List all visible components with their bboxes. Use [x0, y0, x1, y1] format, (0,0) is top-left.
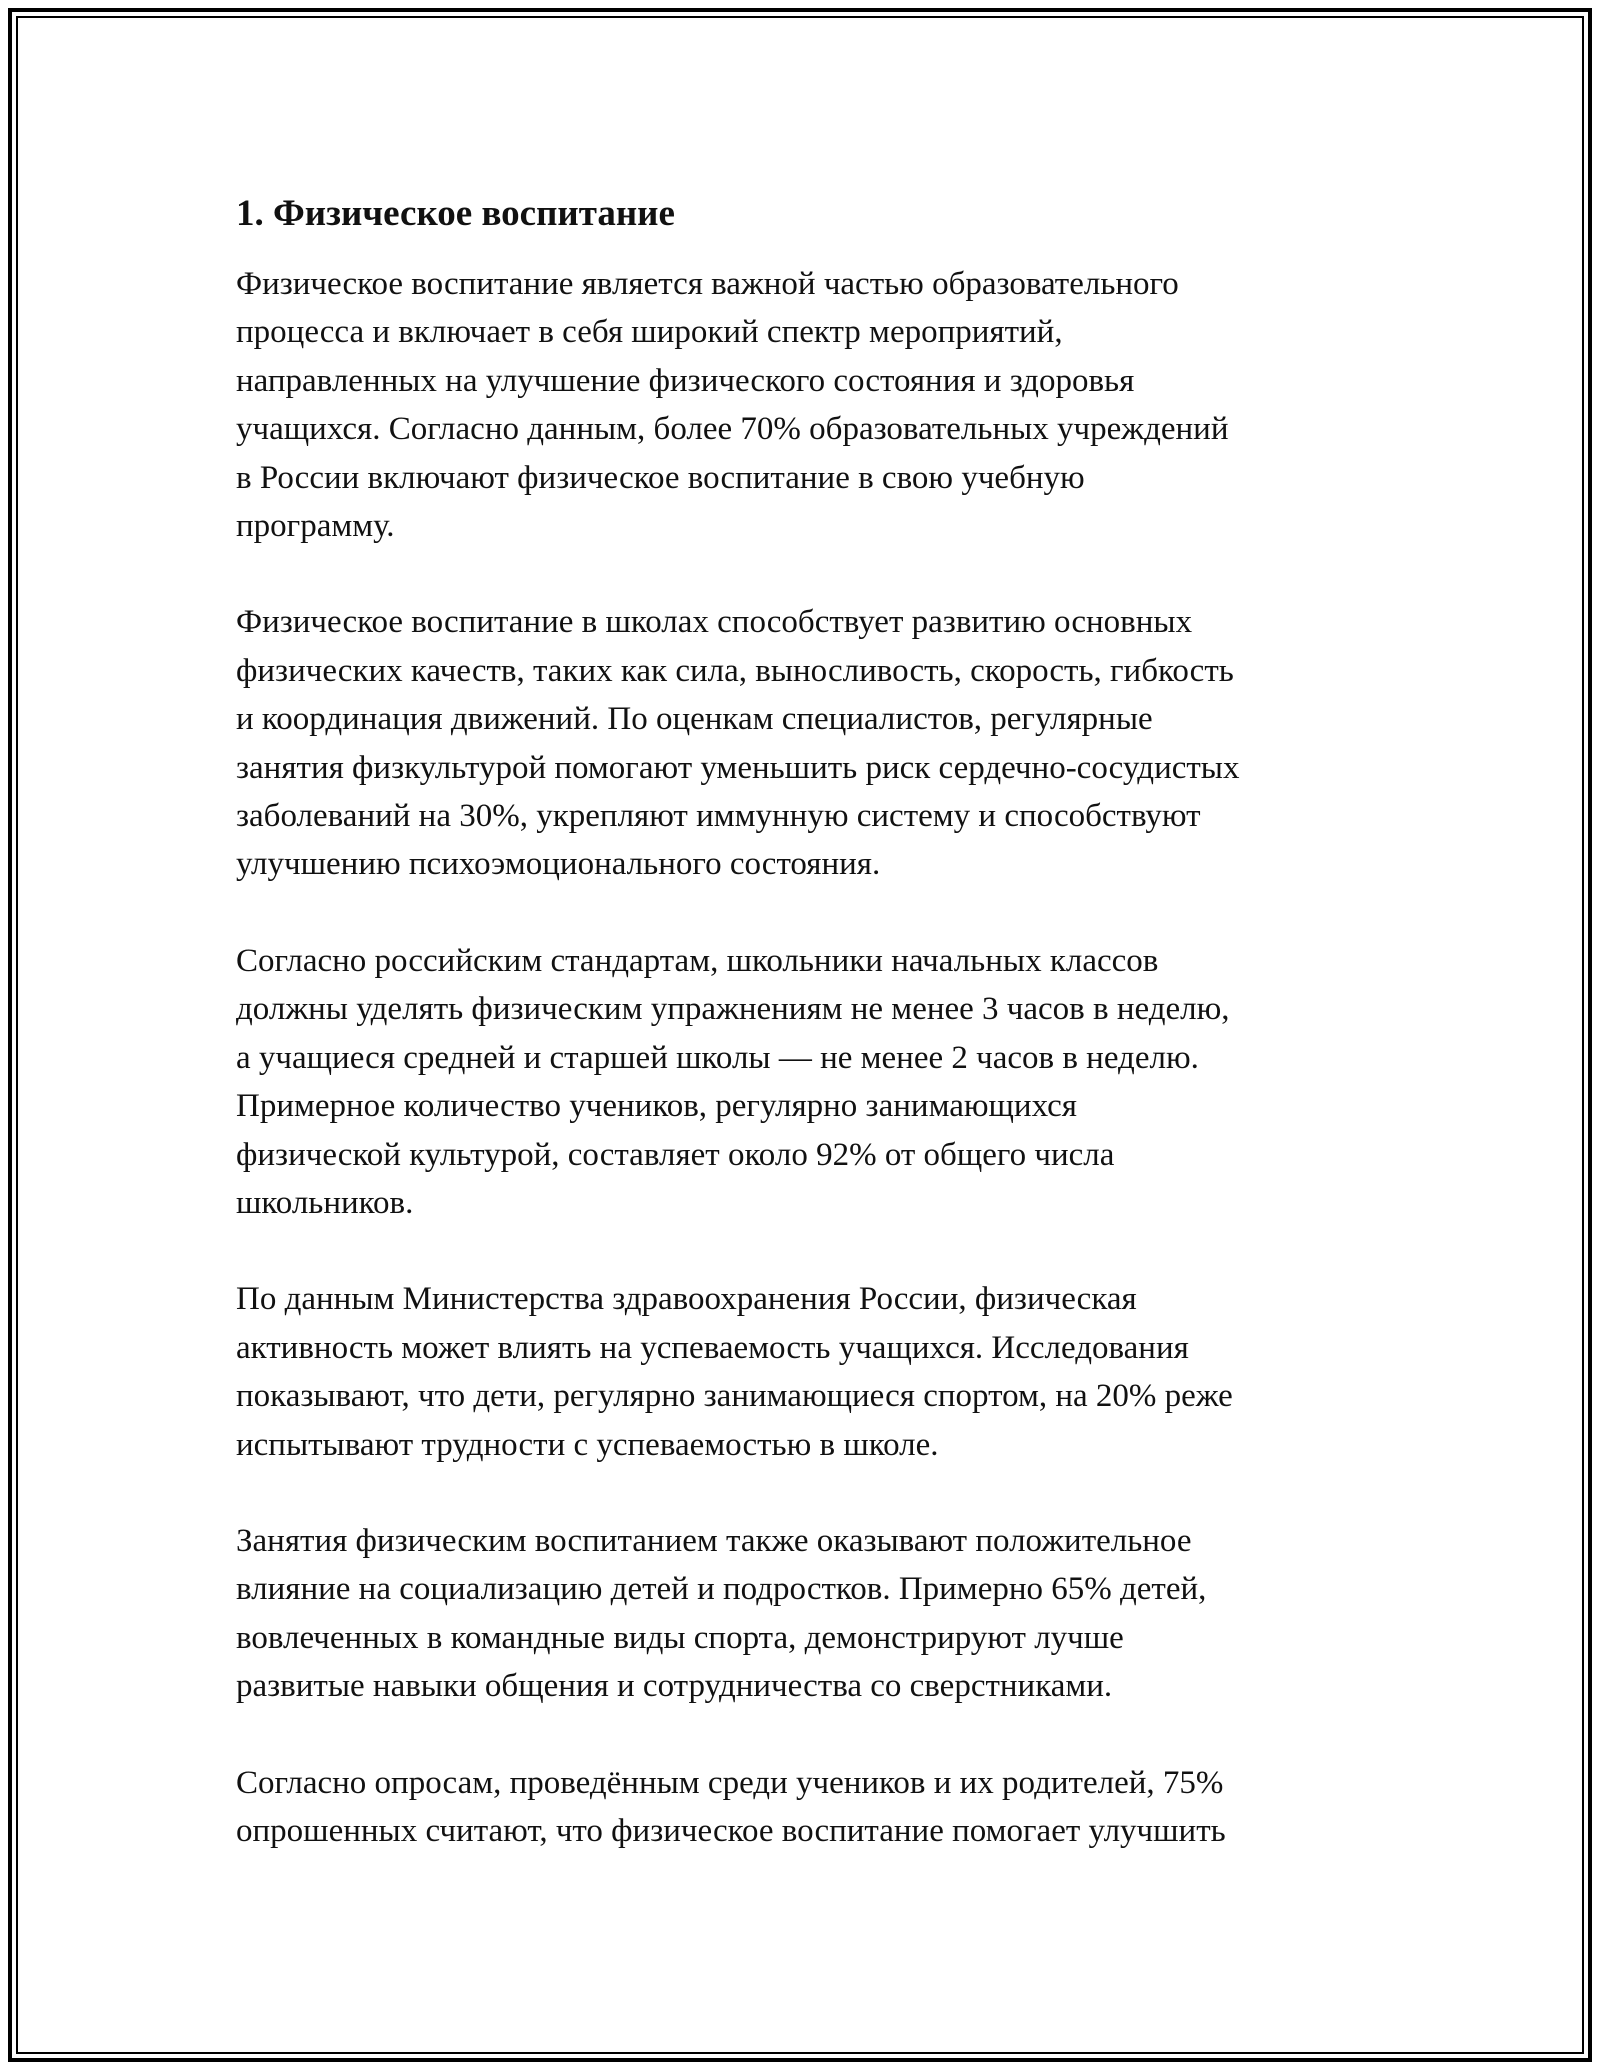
text-line: направленных на улучшение физического состояния и здоровья: [236, 362, 1135, 399]
text-line: программу.: [236, 508, 395, 545]
text-line: влияние на социализацию детей и подростков. Примерно 65% детей,: [236, 1571, 1207, 1608]
text-line: а учащиеся средней и старшей школы — не менее 2 часов в неделю.: [236, 1039, 1199, 1076]
paragraph-4: [236, 1275, 1366, 1469]
paragraph-1: [236, 260, 1366, 550]
text-line: испытывают трудности с успеваемостью в школе.: [236, 1426, 939, 1463]
text-line: Занятия физическим воспитанием также оказывают положительное: [236, 1522, 1192, 1559]
text-line: Примерное количество учеников, регулярно занимающихся: [236, 1088, 1077, 1125]
section-heading: 1. Физическое воспитание: [236, 193, 675, 234]
text-line: показывают, что дети, регулярно занимающиеся спортом, на 20% реже: [236, 1378, 1233, 1415]
text-line: должны уделять физическим упражнениям не менее 3 часов в неделю,: [236, 991, 1230, 1028]
text-line: развитые навыки общения и сотрудничества со сверстниками.: [236, 1668, 1113, 1705]
text-line: Согласно российским стандартам, школьники начальных классов: [236, 942, 1159, 979]
text-line: Физическое воспитание является важной частью образовательного: [236, 266, 1179, 302]
text-line: вовлеченных в командные виды спорта, демонстрируют лучше: [236, 1619, 1124, 1656]
text-line: физической культурой, составляет около 92% от общего числа: [236, 1136, 1115, 1173]
text-line: опрошенных считают, что физическое воспитание помогает улучшить: [236, 1812, 1226, 1849]
text-line: процесса и включает в себя широкий спектр мероприятий,: [236, 314, 1063, 351]
text-line: занятия физкультурой помогают уменьшить риск сердечно-сосудистых: [236, 749, 1240, 786]
text-line: и координация движений. По оценкам специалистов, регулярные: [236, 701, 1153, 738]
paragraph-5: [236, 1517, 1366, 1711]
text-line: активность может влиять на успеваемость учащихся. Исследования: [236, 1329, 1189, 1366]
text-line: Физическое воспитание в школах способствует развитию основных: [236, 604, 1193, 641]
paragraph-3: [236, 937, 1366, 1227]
document-body: [236, 188, 1366, 1903]
text-line: улучшению психоэмоционального состояния.: [236, 846, 881, 883]
text-line: Согласно опросам, проведённым среди учеников и их родителей, 75%: [236, 1764, 1224, 1801]
text-line: физических качеств, таких как сила, выносливость, скорость, гибкость: [236, 652, 1234, 689]
text-line: По данным Министерства здравоохранения России, физическая: [236, 1281, 1137, 1318]
text-line: в России включают физическое воспитание в свою учебную: [236, 459, 1085, 496]
text-line: учащихся. Согласно данным, более 70% образовательных учреждений: [236, 411, 1229, 448]
paragraph-2: [236, 598, 1366, 888]
text-line: школьников.: [236, 1184, 414, 1221]
text-line: заболеваний на 30%, укрепляют иммунную систему и способствуют: [236, 798, 1201, 835]
paragraph-6: [236, 1759, 1366, 1856]
